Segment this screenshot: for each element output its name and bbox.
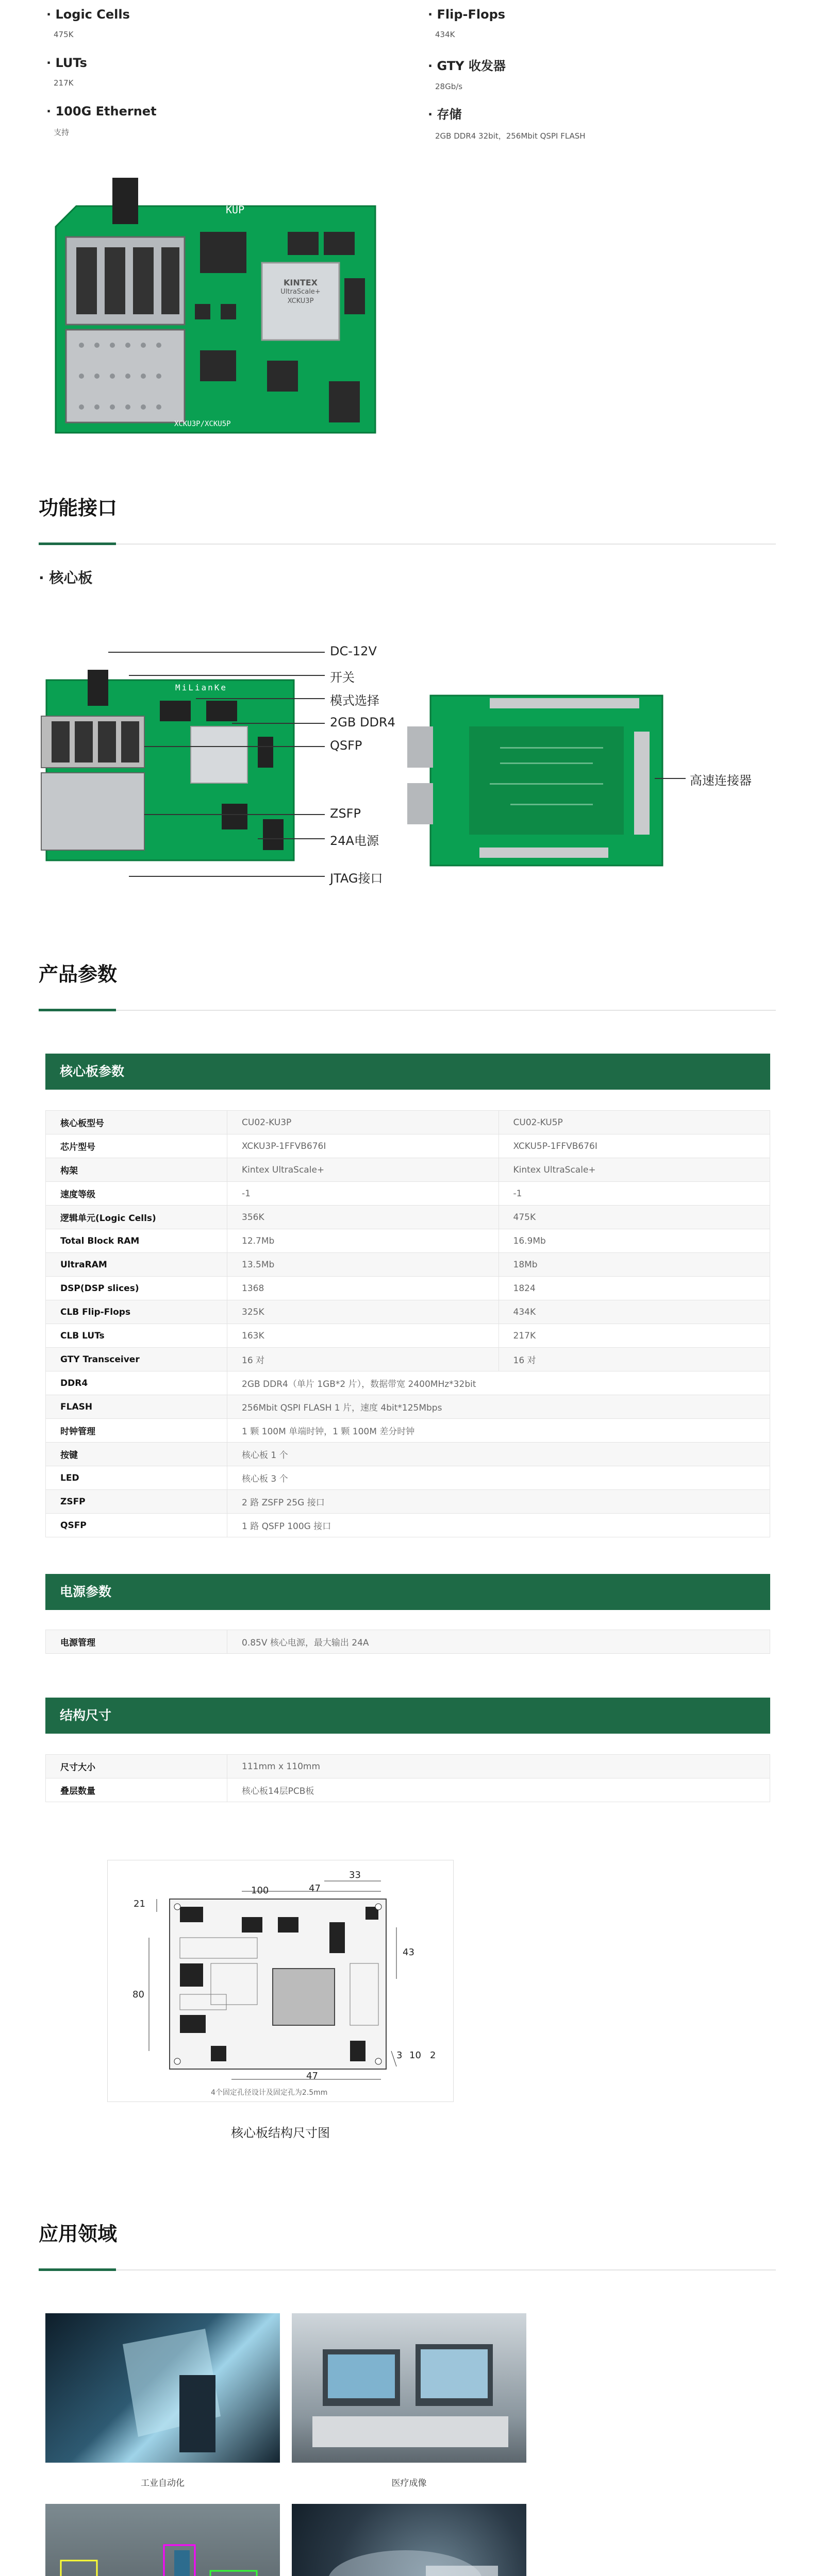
callout-line [258, 838, 325, 839]
table-row [46, 1395, 770, 1419]
board-side-text: XCKU3P/XCKU5P [174, 420, 231, 428]
product-board-image [45, 175, 380, 435]
table-row [46, 1466, 770, 1490]
dim-2: 2 [430, 2050, 436, 2061]
spec-logic-cells: · Logic Cells 475K [46, 7, 130, 39]
cell: QSFP [46, 1514, 227, 1537]
core-board-back-image [407, 685, 670, 871]
spec-value: 434K [435, 30, 455, 39]
callout-high-speed-connector: 高速连接器 [690, 773, 752, 788]
cell: XCKU5P-1FFVB676I [499, 1134, 770, 1158]
power-params-header: 电源参数 [45, 1574, 770, 1610]
app-image-industrial [45, 2313, 280, 2463]
spec-ethernet: · 100G Ethernet 支持 [46, 104, 157, 137]
chip-part: XCKU3P [287, 297, 314, 305]
spec-luts: · LUTs 217K [46, 56, 87, 88]
callout-line [655, 778, 686, 779]
app-image-medical [292, 2313, 526, 2463]
callout-line [144, 814, 325, 815]
board-brand: MiLianKe [221, 188, 292, 201]
spec-value: 支持 [54, 128, 70, 137]
cell: 217K [499, 1324, 770, 1348]
app-label-industrial: 工业自动化 [141, 2478, 185, 2488]
cell: -1 [227, 1182, 499, 1206]
callout-24a-power: 24A电源 [330, 834, 379, 848]
cell: 13.5Mb [227, 1253, 499, 1277]
table-row [46, 1134, 770, 1158]
cell: 12.7Mb [227, 1229, 499, 1253]
cell: 核心板 1 个 [227, 1443, 770, 1466]
cell: 核心板14层PCB板 [227, 1778, 770, 1802]
spec-storage: · 存储 2GB DDR4 32bit，256Mbit QSPI FLASH [428, 107, 586, 141]
core-board-front-image [36, 670, 299, 866]
cell: Total Block RAM [46, 1229, 227, 1253]
table-row [46, 1419, 770, 1443]
table-row [46, 1443, 770, 1466]
spec-name: Logic Cells [55, 7, 130, 22]
drawing-note: 4个固定孔径设计及固定孔为2.5mm [211, 2089, 328, 2097]
cell: 尺寸大小 [46, 1755, 227, 1778]
cell: 0.85V 核心电源，最大输出 24A [227, 1630, 770, 1654]
cell: UltraRAM [46, 1253, 227, 1277]
table-row [46, 1206, 770, 1229]
spec-value: 28Gb/s [435, 82, 463, 91]
fpga-chip-label [272, 278, 329, 306]
cell: DSP(DSP slices) [46, 1277, 227, 1300]
cell: Kintex UltraScale+ [499, 1158, 770, 1182]
cell: 速度等级 [46, 1182, 227, 1206]
core-board-text: 核心板 [49, 569, 93, 586]
callout-line [129, 876, 325, 877]
cell: 1824 [499, 1277, 770, 1300]
cell: CU02-KU3P [227, 1111, 499, 1134]
callout-line [196, 698, 325, 699]
core-params-header: 核心板参数 [45, 1054, 770, 1090]
cell: 256Mbit QSPI FLASH 1 片，速度 4bit*125Mbps [227, 1395, 770, 1419]
spec-flip-flops: · Flip-Flops 434K [428, 7, 506, 39]
app-image-network [292, 2504, 526, 2576]
cell: 2 路 ZSFP 25G 接口 [227, 1490, 770, 1514]
cell: CLB LUTs [46, 1324, 227, 1348]
cell: XCKU3P-1FFVB676I [227, 1134, 499, 1158]
callout-jtag: JTAG接口 [330, 871, 383, 886]
struct-params-table [45, 1754, 770, 1802]
dim-3: 3 [396, 2050, 403, 2061]
app-image-machine-vision [45, 2504, 280, 2576]
spec-name: 100G Ethernet [55, 104, 157, 118]
section-title-apps: 应用领域 [39, 2223, 118, 2245]
cell: 按键 [46, 1443, 227, 1466]
cell: DDR4 [46, 1371, 227, 1395]
table-row [46, 1778, 770, 1802]
cell: 18Mb [499, 1253, 770, 1277]
dim-10: 10 [409, 2050, 421, 2061]
cell: 电源管理 [46, 1630, 227, 1654]
table-row [46, 1371, 770, 1395]
cell: CU02-KU5P [499, 1111, 770, 1134]
dim-21: 21 [134, 1899, 145, 1909]
cell: 325K [227, 1300, 499, 1324]
spec-value: 217K [54, 78, 74, 88]
cell: 2GB DDR4（单片 1GB*2 片），数据带宽 2400MHz*32bit [227, 1371, 770, 1395]
cell: 1368 [227, 1277, 499, 1300]
table-row [46, 1158, 770, 1182]
table-row [46, 1182, 770, 1206]
table-row [46, 1229, 770, 1253]
table-row [46, 1300, 770, 1324]
table-row [46, 1111, 770, 1134]
board-model: KUP [226, 204, 245, 216]
cell: 16 对 [227, 1348, 499, 1371]
drawing-caption: 核心板结构尺寸图 [231, 2126, 330, 2140]
chip-brand: KINTEX [284, 278, 318, 287]
spec-gty: · GTY 收发器 28Gb/s [428, 59, 506, 91]
section-divider [39, 2269, 776, 2270]
cell: LED [46, 1466, 227, 1490]
cell: 163K [227, 1324, 499, 1348]
dim-100: 100 [251, 1885, 269, 1896]
chip-sub: UltraScale+ [280, 288, 321, 296]
cell: FLASH [46, 1395, 227, 1419]
callout-line [129, 675, 325, 676]
cell: 434K [499, 1300, 770, 1324]
core-board-label: · 核心板 [39, 569, 93, 586]
spec-name: GTY 收发器 [437, 59, 506, 73]
cell: 核心板型号 [46, 1111, 227, 1134]
cell: 16.9Mb [499, 1229, 770, 1253]
section-divider [39, 1010, 776, 1011]
dimension-drawing [107, 1860, 454, 2102]
cell: -1 [499, 1182, 770, 1206]
dim-33: 33 [349, 1870, 361, 1880]
table-row [46, 1490, 770, 1514]
callout-zsfp: ZSFP [330, 806, 361, 821]
app-label-medical: 医疗成像 [391, 2478, 427, 2488]
cell: ZSFP [46, 1490, 227, 1514]
cell: 时钟管理 [46, 1419, 227, 1443]
callout-qsfp: QSFP [330, 738, 362, 753]
section-divider [39, 544, 776, 545]
core-params-table [45, 1110, 770, 1537]
callout-ddr4: 2GB DDR4 [330, 715, 395, 730]
struct-params-header: 结构尺寸 [45, 1698, 770, 1734]
callout-line [232, 723, 325, 724]
spec-name: LUTs [55, 56, 87, 70]
cell: 叠层数量 [46, 1778, 227, 1802]
callout-line [108, 652, 325, 653]
table-row [46, 1253, 770, 1277]
table-row [46, 1348, 770, 1371]
dim-47-top: 47 [309, 1883, 321, 1894]
cell: 构架 [46, 1158, 227, 1182]
callout-switch: 开关 [330, 670, 355, 685]
cell: 1 路 QSFP 100G 接口 [227, 1514, 770, 1537]
cell: GTY Transceiver [46, 1348, 227, 1371]
cell: 111mm x 110mm [227, 1755, 770, 1778]
cell: 16 对 [499, 1348, 770, 1371]
spec-value: 475K [54, 30, 74, 39]
table-row [46, 1755, 770, 1778]
cell: 1 颗 100M 单端时钟，1 颗 100M 差分时钟 [227, 1419, 770, 1443]
callout-mode-select: 模式选择 [330, 693, 379, 708]
cell: 芯片型号 [46, 1134, 227, 1158]
spec-name: Flip-Flops [437, 7, 506, 22]
power-params-table [45, 1630, 770, 1654]
table-row [46, 1324, 770, 1348]
table-row [46, 1630, 770, 1654]
dim-43: 43 [403, 1947, 414, 1958]
cell: CLB Flip-Flops [46, 1300, 227, 1324]
callout-dc12v: DC-12V [330, 644, 377, 658]
cell: 475K [499, 1206, 770, 1229]
cell: 356K [227, 1206, 499, 1229]
section-title-interfaces: 功能接口 [39, 497, 118, 519]
table-row [46, 1277, 770, 1300]
section-title-params: 产品参数 [39, 963, 118, 986]
callout-line [144, 746, 325, 747]
cell: Kintex UltraScale+ [227, 1158, 499, 1182]
dim-80: 80 [132, 1989, 144, 2000]
core-board-brand: MiLianKe [175, 683, 228, 692]
spec-value: 2GB DDR4 32bit，256Mbit QSPI FLASH [435, 131, 586, 141]
table-row [46, 1514, 770, 1537]
cell: 核心板 3 个 [227, 1466, 770, 1490]
spec-name: 存储 [437, 107, 462, 122]
cell: 逻辑单元(Logic Cells) [46, 1206, 227, 1229]
dim-47-bottom: 47 [306, 2071, 318, 2081]
